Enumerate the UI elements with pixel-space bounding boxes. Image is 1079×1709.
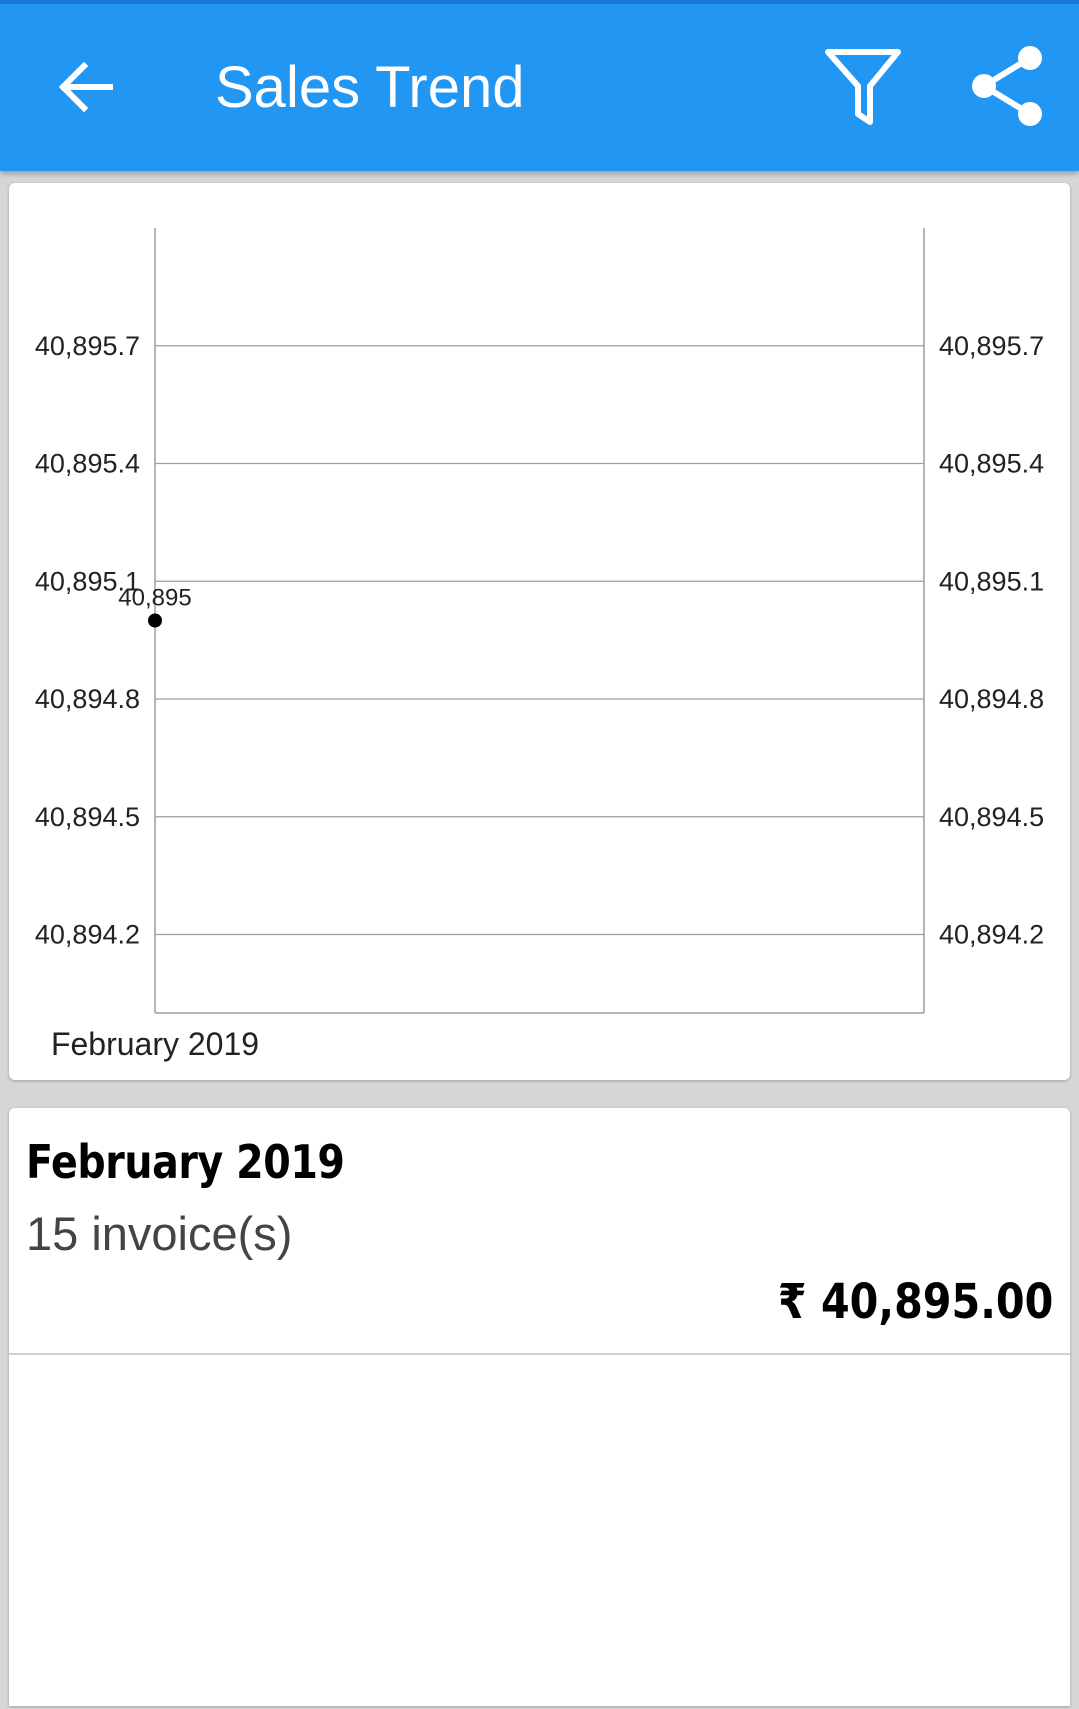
amount-total: ₹ 40,895.00 <box>777 1274 1053 1330</box>
x-tick-label: February 2019 <box>50 1026 260 1062</box>
y-tick-label-right: 40,894.2 <box>939 919 1045 950</box>
y-tick-label-left: 40,894.5 <box>34 801 140 832</box>
status-strip <box>0 0 1079 4</box>
data-point[interactable] <box>148 614 162 628</box>
y-tick-label-right: 40,895.7 <box>939 330 1045 361</box>
filter-button[interactable] <box>822 44 906 128</box>
share-button[interactable] <box>966 44 1050 128</box>
y-tick-label-right: 40,895.1 <box>939 566 1045 597</box>
invoice-count: 15 invoice(s) <box>26 1207 293 1260</box>
y-tick-label-right: 40,894.5 <box>939 801 1045 832</box>
page-title: Sales Trend <box>215 55 525 120</box>
y-tick-label-left: 40,895.1 <box>34 566 140 597</box>
period-label: February 2019 <box>26 1135 345 1189</box>
arrow-left-icon <box>48 50 120 122</box>
filter-icon <box>822 44 906 128</box>
sales-trend-chart[interactable] <box>9 183 1070 1080</box>
app-bar <box>0 0 1079 171</box>
back-button[interactable] <box>48 50 120 122</box>
y-tick-label-right: 40,895.4 <box>939 448 1045 479</box>
list-item[interactable] <box>9 1108 1070 1355</box>
data-label: 40,895 <box>118 584 192 612</box>
y-tick-label-left: 40,895.4 <box>34 448 140 479</box>
summary-card <box>9 1108 1070 1706</box>
share-icon <box>966 44 1050 128</box>
y-tick-label-right: 40,894.8 <box>939 684 1045 714</box>
chart-card <box>9 183 1070 1080</box>
y-tick-label-left: 40,895.7 <box>34 330 140 361</box>
y-tick-label-left: 40,894.2 <box>34 919 140 950</box>
y-tick-label-left: 40,894.8 <box>34 684 140 714</box>
divider <box>9 1353 1070 1355</box>
